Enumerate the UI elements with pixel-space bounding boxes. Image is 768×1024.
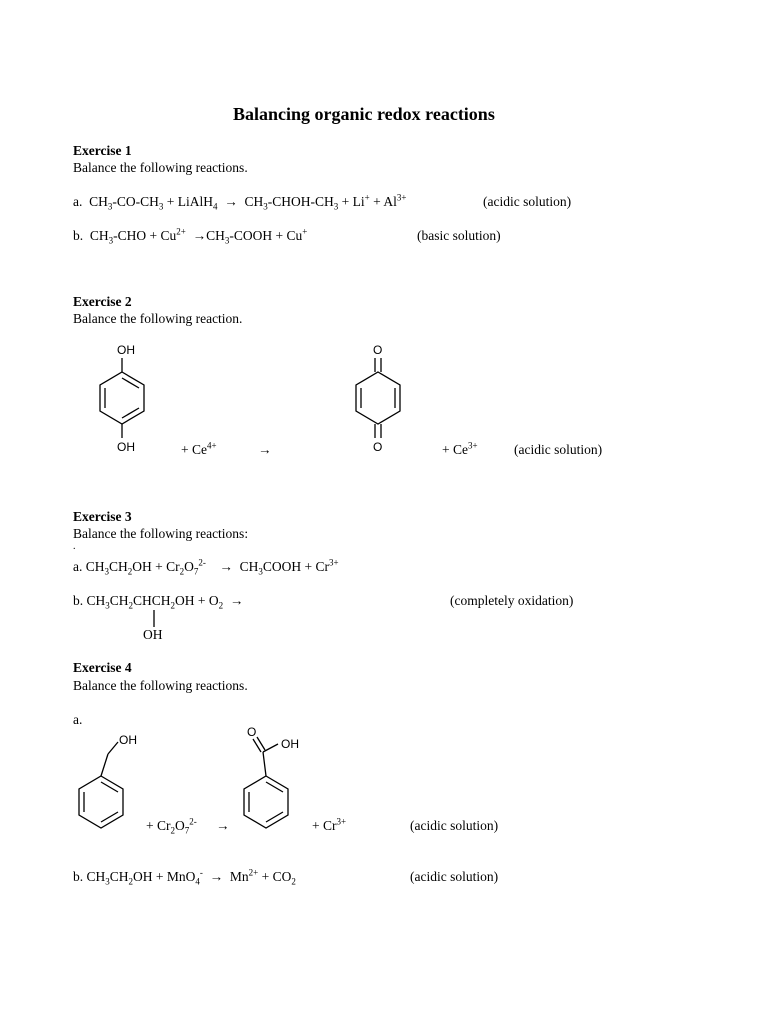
item-label: a. <box>73 194 83 209</box>
subscript: 2 <box>128 876 134 887</box>
product-text: CH <box>244 194 264 209</box>
reactant-text: CH <box>109 869 129 884</box>
subscript: 3 <box>258 566 263 577</box>
exercise-3-instruction: Balance the following reactions: <box>73 526 249 541</box>
subscript: 2 <box>170 600 176 611</box>
branch-bond <box>152 610 156 628</box>
page-title: Balancing organic redox reactions <box>233 104 495 124</box>
exercise-1-heading: Exercise 1 <box>73 143 132 158</box>
cerous-ion <box>442 442 478 458</box>
subscript: 4 <box>195 876 200 887</box>
reactant-text: CHCH <box>133 593 171 608</box>
exercise-4-instruction: Balance the following reactions. <box>73 678 248 693</box>
reaction-arrow: → <box>209 869 224 884</box>
reactant-text: CH <box>89 194 108 209</box>
superscript: - <box>199 867 203 878</box>
hydroxyl-label: OH <box>119 733 137 747</box>
reactant-text: O <box>175 818 185 833</box>
superscript: 2+ <box>176 226 186 237</box>
superscript: 4+ <box>207 440 217 451</box>
reactant-text: OH + Cr <box>132 559 180 574</box>
subscript: 7 <box>193 566 199 577</box>
benzoquinone-structure <box>346 358 410 440</box>
subscript: 7 <box>184 825 190 836</box>
reactant-text: b. CH <box>73 869 106 884</box>
carbonyl-oxygen-label: O <box>373 440 383 454</box>
reactant-text: -CO-CH <box>112 194 159 209</box>
reactant-text: O <box>184 559 194 574</box>
stray-dot: . <box>73 541 76 552</box>
superscript: 2+ <box>248 867 259 878</box>
subscript: 3 <box>104 566 109 577</box>
exercise-1-instruction: Balance the following reactions. <box>73 160 248 175</box>
reactant-text: OH + O <box>175 593 219 608</box>
subscript: 3 <box>333 201 339 212</box>
benzoic-acid-structure <box>240 736 300 828</box>
condition-text: (basic solution) <box>417 228 501 243</box>
reactant-text: OH + MnO <box>133 869 196 884</box>
superscript: + <box>302 226 308 237</box>
superscript: + <box>364 192 370 203</box>
superscript: 2- <box>189 816 197 827</box>
subscript: 2 <box>179 566 185 577</box>
benzyl-alcohol-structure <box>75 736 135 828</box>
reactant-text: + LiAlH <box>163 194 214 209</box>
reaction-arrow: → <box>229 593 244 608</box>
subscript: 3 <box>108 235 114 246</box>
product-text: CH <box>239 559 259 574</box>
condition-text: (acidic solution) <box>514 442 603 457</box>
reactant-text: CH <box>89 228 109 243</box>
product-text: -CHOH-CH <box>267 194 334 209</box>
hydroxyl-label: OH <box>281 737 299 751</box>
reaction-arrow: → <box>224 194 238 209</box>
subscript: 2 <box>218 600 224 611</box>
reactant-text: a. CH <box>73 559 105 574</box>
product-text: -COOH + Cu <box>229 228 303 243</box>
product-text: Mn <box>229 869 249 884</box>
condition-text: (acidic solution) <box>410 818 499 833</box>
superscript: 3+ <box>336 816 347 827</box>
subscript: 3 <box>107 201 113 212</box>
superscript: 3+ <box>468 440 478 451</box>
condition-text: (acidic solution) <box>483 194 572 209</box>
condition-text: (acidic solution) <box>410 869 499 884</box>
chromium-ion <box>312 818 346 834</box>
exercise-2-instruction: Balance the following reaction. <box>73 311 243 326</box>
exercise-2-heading: Exercise 2 <box>73 294 132 309</box>
subscript: 3 <box>105 876 110 887</box>
reactant-text: CH <box>109 593 129 608</box>
subscript: 2 <box>170 825 175 836</box>
condition-text: (completely oxidation) <box>450 593 574 608</box>
subscript: 2 <box>127 566 133 577</box>
superscript: 3+ <box>396 192 407 203</box>
hydroquinone-structure <box>90 358 154 440</box>
subscript: 3 <box>263 201 268 212</box>
hydroxyl-label: OH <box>117 440 135 454</box>
item-label: a. <box>73 712 83 727</box>
reactant-text: b. CH <box>73 593 106 608</box>
product-text: + CO <box>258 869 292 884</box>
reactant-text: + Cr <box>146 818 171 833</box>
exercise-4-heading: Exercise 4 <box>73 660 132 675</box>
exercise-3a-reaction <box>73 559 339 575</box>
product-text: + Ce <box>442 442 468 457</box>
reaction-arrow: → <box>258 442 272 457</box>
carbonyl-oxygen-label: O <box>247 725 257 739</box>
product-text: CH <box>206 228 225 243</box>
carbonyl-oxygen-label: O <box>373 343 383 357</box>
hydroxyl-label: OH <box>117 343 135 357</box>
subscript: 2 <box>128 600 134 611</box>
subscript: 3 <box>158 201 164 212</box>
exercise-4b-reaction <box>73 869 296 885</box>
reactant-text: -CHO + Cu <box>113 228 177 243</box>
product-text: + Al <box>369 194 397 209</box>
reaction-arrow: → <box>192 228 207 243</box>
product-text: + Li <box>338 194 365 209</box>
reactant-text: + Ce <box>181 442 207 457</box>
exercise-1a-reaction <box>73 194 406 210</box>
subscript: 3 <box>224 235 230 246</box>
reaction-arrow: → <box>219 559 233 574</box>
subscript: 4 <box>213 201 218 212</box>
subscript: 3 <box>105 600 110 611</box>
product-text: COOH + Cr <box>262 559 330 574</box>
exercise-3-heading: Exercise 3 <box>73 509 132 524</box>
exercise-1b-reaction <box>73 228 307 244</box>
superscript: 2- <box>198 557 206 568</box>
hydroxyl-branch: OH <box>143 627 163 642</box>
ceric-ion <box>181 442 217 458</box>
dichromate-ion <box>146 818 197 834</box>
superscript: 3+ <box>329 557 339 568</box>
item-label: b. <box>73 228 84 243</box>
reactant-text: CH <box>109 559 128 574</box>
subscript: 2 <box>291 876 296 887</box>
exercise-3b-reaction <box>73 593 243 609</box>
reaction-arrow: → <box>216 818 230 833</box>
product-text: + Cr <box>312 818 337 833</box>
